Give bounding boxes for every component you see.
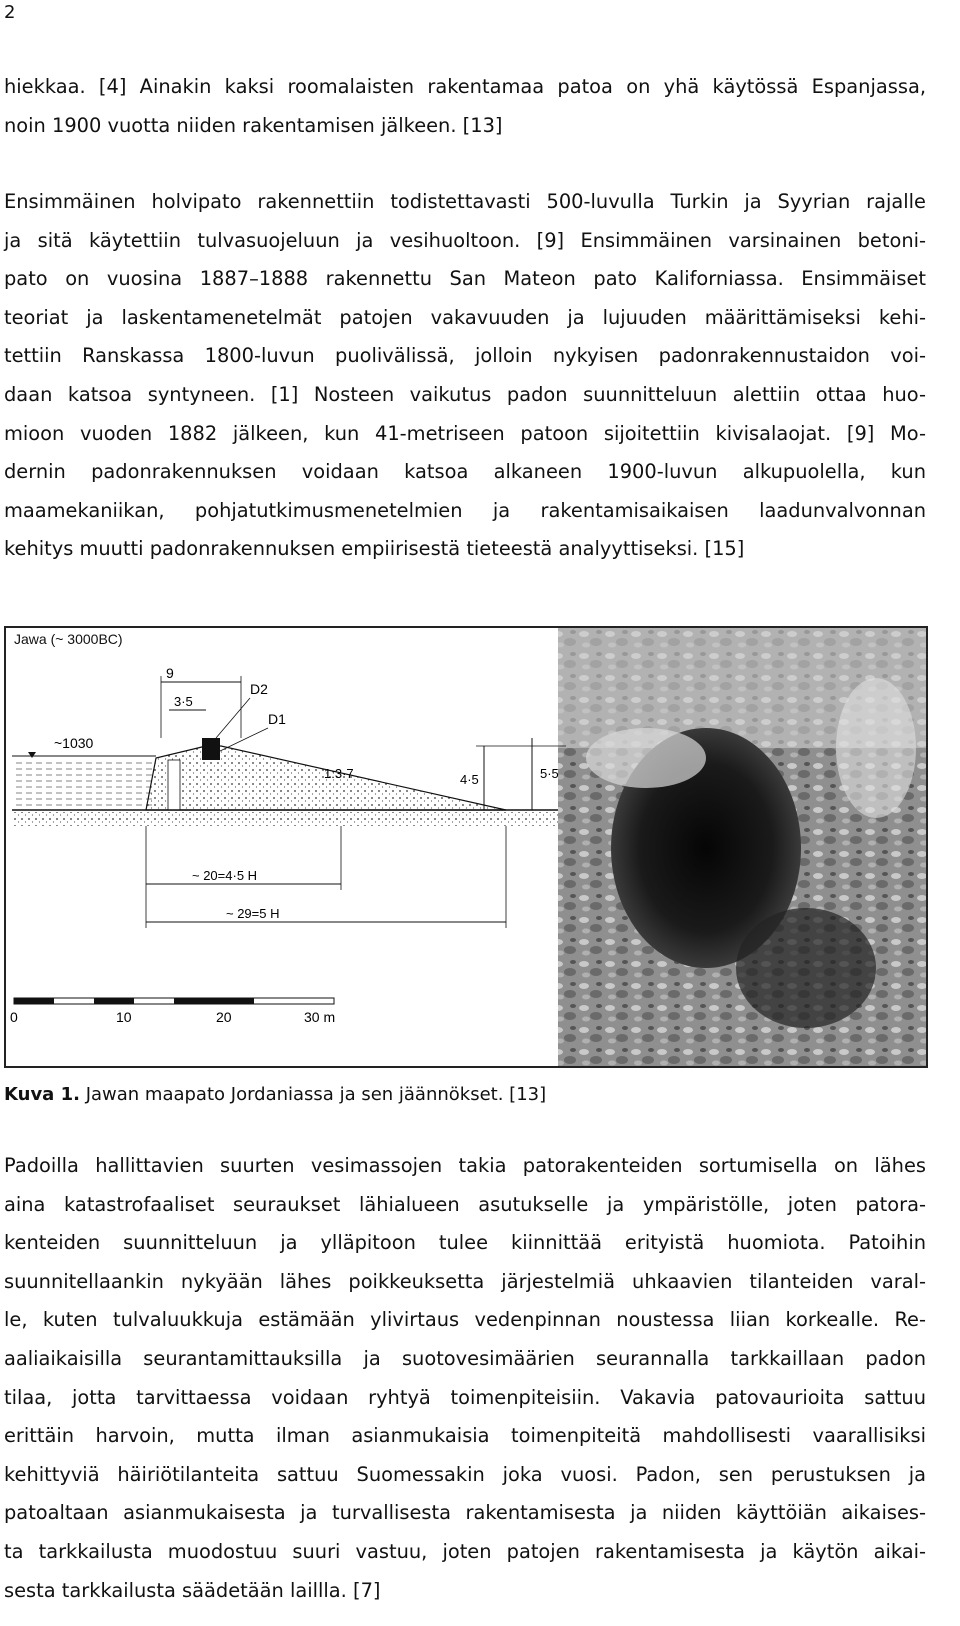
text-line: tilaa, jotta tarvittaessa voidaan ryhtyä toimenpiteisiin. Vakavia patovaurioita sattuu bbox=[4, 1385, 926, 1409]
base-20-label: ~ 20=4·5 H bbox=[192, 868, 258, 883]
text-line: aaliaikaisilla seurantamittauksilla ja suotovesimäärien seurannalla tarkkaillaan padon bbox=[4, 1346, 926, 1370]
dam-cross-section-diagram bbox=[10, 631, 566, 1025]
dim-35-label: 3·5 bbox=[174, 694, 193, 709]
slope-label: 1:3·7 bbox=[324, 766, 354, 781]
figure-caption bbox=[4, 1084, 546, 1105]
text-line: maamekaniikan, pohjatutkimusmenetelmien ja rakentamisaikaisen laadunvalvonnan bbox=[4, 498, 926, 522]
text-line: kehittyviä häiriötilanteita sattuu Suomessakin joka vuosi. Padon, sen perustuksen ja bbox=[4, 1462, 926, 1486]
scale-bar bbox=[10, 998, 335, 1025]
paragraph-3 bbox=[4, 1147, 926, 1610]
scale-0: 0 bbox=[10, 1009, 18, 1025]
page-number: 2 bbox=[4, 2, 16, 23]
base-29-label: ~ 29=5 H bbox=[226, 906, 280, 921]
caption-label: Kuva 1. bbox=[4, 1084, 80, 1105]
height-45-label: 4·5 bbox=[460, 772, 479, 787]
text-line: Ensimmäinen holvipato rakennettiin todistettavasti 500-luvulla Turkin ja Syyrian rajalle bbox=[4, 190, 926, 213]
height-55-label: 5·5 bbox=[540, 766, 559, 781]
d2-label: D2 bbox=[250, 681, 268, 697]
dim-9-label: 9 bbox=[166, 665, 174, 681]
text-line: ja sitä käytettiin tulvasuojeluun ja vesihuoltoon. [9] Ensimmäinen varsinainen betoni- bbox=[4, 228, 926, 252]
d1-label: D1 bbox=[268, 711, 286, 727]
figure-jawa-dam bbox=[4, 626, 928, 1068]
text-line: ta tarkkailusta muodostuu suuri vastuu, joten patojen rakentamisesta ja käytön aikai- bbox=[4, 1539, 926, 1563]
paragraph-2 bbox=[4, 183, 926, 569]
text-line: dernin padonrakennuksen voidaan katsoa alkaneen 1900-luvun alkupuolella, kun bbox=[4, 460, 926, 484]
caption-text: Jawan maapato Jordaniassa ja sen jäännökset. [13] bbox=[79, 1084, 547, 1105]
text-line: aina katastrofaaliset seuraukset lähialueen asutukselle ja ympäristölle, joten patora- bbox=[4, 1192, 926, 1216]
text-line: le, kuten tulvaluukkuja estämään ylivirtaus vedenpinnan noustessa liian korkealle. Re- bbox=[4, 1308, 926, 1332]
text-line: erittäin harvoin, mutta ilman asianmukaisia toimenpiteitä mahdollisesti vaarallisiksi bbox=[4, 1424, 926, 1448]
water-level-label: ~1030 bbox=[54, 735, 94, 751]
dam-remains-photo bbox=[558, 628, 926, 1066]
text-line: mioon vuoden 1882 jälkeen, kun 41-metriseen patoon sijoitettiin kivisalaojat. [9] Mo- bbox=[4, 421, 926, 445]
text-line: suunnitellaankin nykyään lähes poikkeuksetta järjestelmiä uhkaavien tilanteiden varal- bbox=[4, 1269, 926, 1293]
text-line: pato on vuosina 1887–1888 rakennettu San Mateon pato Kaliforniassa. Ensimmäiset bbox=[4, 267, 926, 291]
text-line: tettiin Ranskassa 1800-luvun puolivälissä, jolloin nykyisen padonrakennustaidon voi- bbox=[4, 344, 926, 368]
text-line: sesta tarkkailusta säädetään laillla. [7] bbox=[4, 1578, 381, 1602]
text-line: teoriat ja laskentamenetelmät patojen vakavuuden ja lujuuden määrittämiseksi kehi- bbox=[4, 305, 926, 329]
diagram-title: Jawa (~ 3000BC) bbox=[14, 631, 123, 647]
paragraph-1 bbox=[4, 68, 926, 145]
text-line: kenteiden suunnitteluun ja ylläpitoon tulee kiinnittää erityistä huomiota. Patoihin bbox=[4, 1231, 926, 1255]
text-line: Padoilla hallittavien suurten vesimassojen takia patorakenteiden sortumisella on lähes bbox=[4, 1154, 926, 1177]
scale-10: 10 bbox=[116, 1009, 132, 1025]
text-line: kehitys muutti padonrakennuksen empiirisestä tieteestä analyyttiseksi. [15] bbox=[4, 537, 745, 561]
scale-30: 30 m bbox=[304, 1009, 336, 1025]
text-line: daan katsoa syntyneen. [1] Nosteen vaikutus padon suunnitteluun alettiin ottaa huo- bbox=[4, 382, 926, 406]
text-line: patoaltaan asianmukaisesta ja turvallisesta rakentamisesta ja niiden käyttöiän aikaises- bbox=[4, 1501, 926, 1525]
text-line: noin 1900 vuotta niiden rakentamisen jälkeen. [13] bbox=[4, 113, 503, 137]
figure-svg bbox=[6, 628, 926, 1066]
scale-20: 20 bbox=[216, 1009, 232, 1025]
text-line: hiekkaa. [4] Ainakin kaksi roomalaisten rakentamaa patoa on yhä käytössä Espanjassa, bbox=[4, 75, 926, 98]
